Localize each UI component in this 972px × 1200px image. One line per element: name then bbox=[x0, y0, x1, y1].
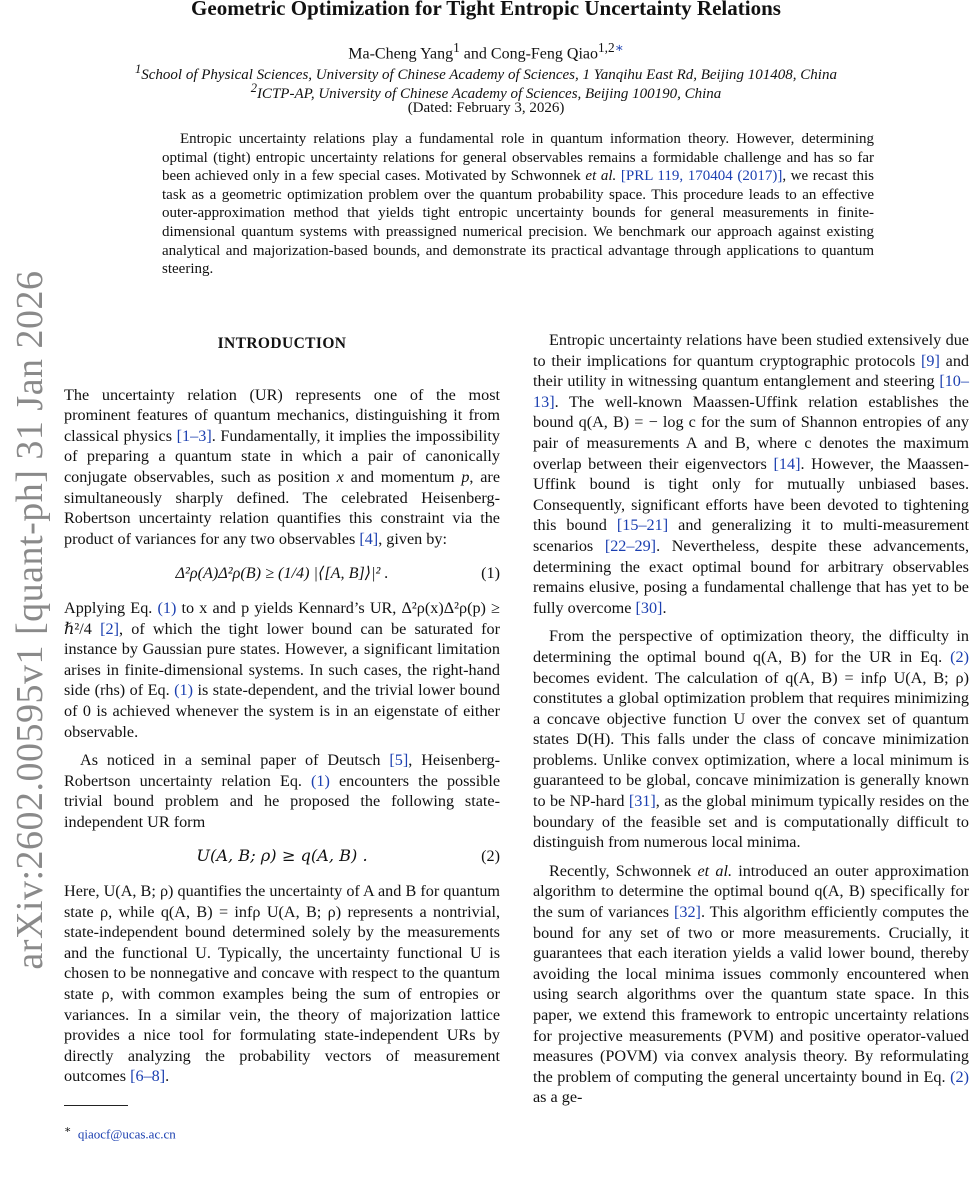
paragraph bbox=[64, 385, 500, 550]
citation-link[interactable]: [30] bbox=[635, 598, 663, 617]
author-line bbox=[0, 40, 972, 63]
text: . However, the Maassen-Uffink bound is tight only for mutually unbiased bases. Consequently, significant efforts have been devoted to tightening this bound bbox=[533, 454, 969, 535]
text: Recently, Schwonnek bbox=[549, 861, 698, 880]
text: , as the global minimum typically resides on the boundary of the feasible set and is computationally difficult to distinguish from numerous local minima. bbox=[533, 792, 970, 852]
paragraph bbox=[533, 330, 969, 618]
equation-1 bbox=[64, 563, 500, 584]
text: The uncertainty relation (UR) represents one of the most prominent features of quantum mechanics, distinguishing it from classical physics bbox=[64, 385, 500, 445]
equation-ref-link[interactable]: (1) bbox=[311, 771, 330, 790]
text: . Fundamentally, it implies the impossibility of preparing a quantum state in which a pair of canonically conjugate observables, such as position bbox=[64, 426, 500, 486]
text: as a ge- bbox=[533, 1088, 583, 1107]
equation-number: (1) bbox=[481, 564, 500, 583]
right-column bbox=[533, 330, 969, 1116]
abstract bbox=[162, 130, 874, 279]
text: , Heisenberg-Robertson uncertainty relation Eq. bbox=[64, 751, 500, 790]
text: introduced an outer approximation algorithm to determine the optimal bound q(A, B) specifically for the sum of variances bbox=[533, 861, 970, 922]
text: . This algorithm efficiently computes the bound for any set of two or more measurements. Crucially, it guarantees that each iteration yields a valid lower bound, thereby avoiding the local minima issues commonly encountered when using search algorithms over the quantum state space. In this paper, we extend this framework to entropic uncertainty relations for projective measurements (PVM) and positive operator-valued measures (POVM) via convex analysis theory. By reformulating the problem of computing the general uncertainty bound in Eq. bbox=[533, 903, 969, 1086]
text: . The well-known Maassen-Uffink relation establishes the bound q(A, B) = − log c for the sum of Shannon entropies of any pair of measurements A and B, where c denotes the maximum overlap between their eigenvectors bbox=[533, 392, 969, 473]
text: and generalizing it to multi-measurement scenarios bbox=[533, 516, 969, 555]
text: Entropic uncertainty relations have been studied extensively due to their implications for quantum cryptographic protocols bbox=[533, 331, 969, 370]
text: , of which the tight lower bound can be saturated for instance by Gaussian pure states. However, a significant limitation arises in finite-dimensional systems. In such cases, the right-hand side (rhs) of Eq. bbox=[64, 619, 501, 700]
paragraph bbox=[64, 881, 500, 1087]
math-symbol: x bbox=[336, 467, 344, 486]
section-heading: INTRODUCTION bbox=[217, 335, 347, 352]
citation-link[interactable]: [14] bbox=[773, 454, 801, 473]
text: , given by: bbox=[378, 529, 447, 548]
citation-link[interactable]: [32] bbox=[673, 903, 701, 922]
footnote-rule bbox=[64, 1105, 128, 1106]
citation-link[interactable]: [22–29] bbox=[604, 536, 657, 555]
text: . bbox=[165, 1067, 170, 1086]
text: , are simultaneously sharply defined. The celebrated Heisenberg-Robertson uncertainty relation quantifies this constraint via the product of variances for any two observables bbox=[64, 467, 500, 548]
equation-text: U(A, B; ρ) ≥ q(A, B) . bbox=[196, 846, 368, 866]
citation-link[interactable]: [5] bbox=[389, 751, 409, 770]
abstract-text: Entropic uncertainty relations play a fundamental role in quantum information theory. However, determining optimal (tight) entropic uncertainty relations for general observables remains a formidable challenge and has so far been achieved only in a few special cases. Motivated by Schwonnek bbox=[162, 131, 874, 185]
date-line: (Dated: February 3, 2026) bbox=[407, 100, 565, 116]
math-symbol: p bbox=[461, 467, 470, 486]
text: et al. bbox=[697, 861, 733, 880]
text: As noticed in a seminal paper of Deutsch bbox=[80, 751, 390, 770]
paragraph bbox=[64, 750, 500, 832]
text: encounters the possible trivial bound problem and he proposed the following state-independent UR form bbox=[64, 771, 501, 831]
arxiv-sidebar bbox=[0, 270, 60, 970]
text: and momentum bbox=[343, 467, 462, 486]
affiliation-text: ICTP-AP, University of Chinese Academy of Sciences, Beijing 100190, China bbox=[256, 86, 722, 102]
left-column bbox=[64, 330, 500, 1145]
arxiv-identifier: arXiv:2602.00595v1 [quant-ph] 31 Jan 2026 bbox=[9, 270, 51, 970]
equation-ref-link[interactable]: (2) bbox=[950, 1067, 969, 1086]
text: and their utility in witnessing quantum entanglement and steering bbox=[533, 351, 970, 391]
email-link[interactable]: qiaocf@ucas.ac.cn bbox=[77, 1126, 176, 1142]
author-name: Ma-Cheng Yang bbox=[348, 45, 454, 63]
citation-link[interactable]: [6–8] bbox=[130, 1067, 166, 1086]
citation-link[interactable]: [9] bbox=[921, 351, 940, 370]
paragraph bbox=[533, 861, 969, 1108]
abstract-reference-link[interactable]: [PRL 119, 170404 (2017)] bbox=[620, 168, 783, 185]
text: Applying Eq. bbox=[64, 598, 158, 617]
author-affiliation-mark: 1,2 bbox=[598, 40, 615, 55]
text: From the perspective of optimization theory, the difficulty in determining the optimal bound q(A, B) for the UR in Eq. bbox=[533, 627, 969, 666]
equation-number: (2) bbox=[481, 847, 500, 866]
citation-link[interactable]: [10–13] bbox=[533, 372, 969, 411]
paper-title: Geometric Optimization for Tight Entropic Uncertainty Relations bbox=[191, 0, 781, 20]
text: . bbox=[662, 598, 667, 617]
equation-ref-link[interactable]: (1) bbox=[157, 598, 177, 617]
text: Here, U(A, B; ρ) quantifies the uncertainty of A and B for quantum state ρ, while q(A, B) = infρ U(A, B; ρ) represents a nontrivial, state-independent bound determined solely by the measurements and the functional U. Typically, the uncertainty functional U is chosen to be nonnegative and concave with respect to the quantum state ρ, with common examples being the sum of entropies or variances. In a similar vein, the theory of majorization lattice provides a nice tool for formulating state-independent URs by directly analyzing the probability vectors of measurement outcomes bbox=[64, 882, 500, 1086]
paragraph bbox=[64, 598, 500, 742]
abstract-et-al: et al. bbox=[585, 168, 617, 185]
text: becomes evident. The calculation of q(A, B) = infρ U(A, B; ρ) constitutes a global optimization problem that requires minimizing a concave objective function U over the convex set of quantum states D(H). This falls under the class of concave minimization problems. Unlike convex optimization, where a local minimum is guaranteed to be global, concave minimization is generally known to be NP-hard bbox=[533, 668, 969, 811]
citation-link[interactable]: [31] bbox=[628, 792, 656, 811]
affiliation-mark: 2 bbox=[250, 81, 257, 95]
abstract-text: , we recast this task as a geometric optimization problem over the quantum probability space. This procedure leads to an effective outer-approximation method that yields tight entropic uncertainty bounds for general measurements in finite-dimensional quantum systems with preassigned numerical precision. We benchmark our approach against existing analytical and majorization-based bounds, and demonstrate its practical advantage through applications to quantum steering. bbox=[162, 168, 875, 278]
text: to x and p yields Kennard’s UR, Δ²ρ(x)Δ²ρ(p) ≥ ℏ²/4 bbox=[64, 598, 500, 638]
author-name: Cong-Feng Qiao bbox=[490, 45, 599, 63]
corresponding-author-mark[interactable]: ∗ bbox=[614, 40, 624, 55]
affiliation-mark: 1 bbox=[135, 62, 142, 76]
author-affiliation-mark: 1 bbox=[453, 40, 460, 55]
citation-link[interactable]: [4] bbox=[359, 529, 379, 548]
citation-link[interactable]: [1–3] bbox=[176, 426, 212, 445]
paragraph bbox=[533, 626, 969, 853]
equation-text: Δ²ρ(A)Δ²ρ(B) ≥ (1/4) |⟨[A, B]⟩|² . bbox=[175, 564, 389, 583]
equation-ref-link[interactable]: (1) bbox=[174, 681, 193, 700]
affiliation-text: School of Physical Sciences, University of Chinese Academy of Sciences, 1 Yanqihu East Rd, Beijing 101408, China bbox=[141, 67, 837, 83]
citation-link[interactable]: [2] bbox=[100, 619, 119, 638]
footnote bbox=[64, 1120, 500, 1145]
author-conjunction: and bbox=[463, 45, 487, 63]
equation-ref-link[interactable]: (2) bbox=[950, 647, 969, 666]
text: . Nevertheless, despite these advancements, determining the exact optimal bound for arbitrary observables remains elusive, posing a fundamental challenge that has yet to be fully overcome bbox=[533, 536, 969, 617]
citation-link[interactable]: [15–21] bbox=[616, 516, 669, 535]
footnote-mark: ∗ bbox=[64, 1124, 72, 1136]
equation-2 bbox=[64, 846, 500, 867]
text: is state-dependent, and the trivial lower bound of 0 is achieved whenever the system is in an eigenstate of either observable. bbox=[64, 681, 500, 741]
